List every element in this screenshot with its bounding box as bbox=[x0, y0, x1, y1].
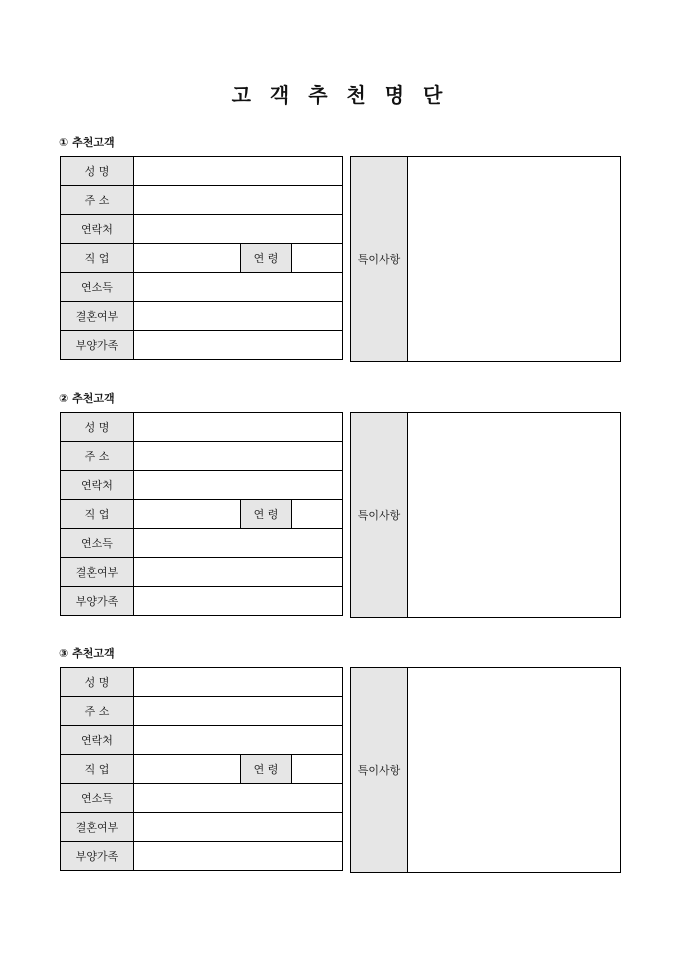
address-label: 주 소 bbox=[61, 697, 134, 726]
name-label: 성 명 bbox=[61, 157, 134, 186]
job-field[interactable] bbox=[134, 500, 241, 529]
contact-label: 연락처 bbox=[61, 215, 134, 244]
notes-label: 특이사항 bbox=[351, 668, 408, 872]
contact-label: 연락처 bbox=[61, 471, 134, 500]
page-title: 고 객 추 천 명 단 bbox=[231, 83, 449, 107]
income-field[interactable] bbox=[134, 273, 343, 302]
married-label: 결혼여부 bbox=[61, 813, 134, 842]
job-label: 직 업 bbox=[61, 500, 134, 529]
contact-field[interactable] bbox=[134, 471, 343, 500]
age-label: 연 령 bbox=[241, 244, 292, 273]
recommended-customer-section-1 bbox=[59, 134, 619, 374]
married-field[interactable] bbox=[134, 813, 343, 842]
customer-info-table bbox=[60, 156, 343, 360]
name-field[interactable] bbox=[134, 157, 343, 186]
dependents-label: 부양가족 bbox=[61, 587, 134, 616]
contact-field[interactable] bbox=[134, 215, 343, 244]
job-label: 직 업 bbox=[61, 755, 134, 784]
age-label: 연 령 bbox=[241, 500, 292, 529]
notes-label: 특이사항 bbox=[351, 157, 408, 361]
section-label: ① 추천고객 bbox=[59, 136, 115, 149]
dependents-label: 부양가족 bbox=[61, 331, 134, 360]
notes-box[interactable] bbox=[350, 667, 621, 873]
name-label: 성 명 bbox=[61, 668, 134, 697]
address-label: 주 소 bbox=[61, 442, 134, 471]
address-label: 주 소 bbox=[61, 186, 134, 215]
job-label: 직 업 bbox=[61, 244, 134, 273]
income-field[interactable] bbox=[134, 784, 343, 813]
age-field[interactable] bbox=[292, 755, 343, 784]
married-field[interactable] bbox=[134, 558, 343, 587]
notes-box[interactable] bbox=[350, 412, 621, 618]
customer-info-table bbox=[60, 667, 343, 871]
section-label: ② 추천고객 bbox=[59, 392, 115, 405]
notes-label: 특이사항 bbox=[351, 413, 408, 617]
address-field[interactable] bbox=[134, 186, 343, 215]
address-field[interactable] bbox=[134, 697, 343, 726]
job-field[interactable] bbox=[134, 244, 241, 273]
income-field[interactable] bbox=[134, 529, 343, 558]
name-label: 성 명 bbox=[61, 413, 134, 442]
section-label: ③ 추천고객 bbox=[59, 647, 115, 660]
job-field[interactable] bbox=[134, 755, 241, 784]
married-label: 결혼여부 bbox=[61, 302, 134, 331]
dependents-field[interactable] bbox=[134, 331, 343, 360]
customer-info-table bbox=[60, 412, 343, 616]
married-label: 결혼여부 bbox=[61, 558, 134, 587]
name-field[interactable] bbox=[134, 413, 343, 442]
recommended-customer-section-2 bbox=[59, 390, 619, 630]
recommended-customer-section-3 bbox=[59, 645, 619, 885]
notes-box[interactable] bbox=[350, 156, 621, 362]
address-field[interactable] bbox=[134, 442, 343, 471]
contact-field[interactable] bbox=[134, 726, 343, 755]
age-field[interactable] bbox=[292, 244, 343, 273]
name-field[interactable] bbox=[134, 668, 343, 697]
income-label: 연소득 bbox=[61, 273, 134, 302]
contact-label: 연락처 bbox=[61, 726, 134, 755]
income-label: 연소득 bbox=[61, 529, 134, 558]
dependents-label: 부양가족 bbox=[61, 842, 134, 871]
age-label: 연 령 bbox=[241, 755, 292, 784]
income-label: 연소득 bbox=[61, 784, 134, 813]
dependents-field[interactable] bbox=[134, 587, 343, 616]
married-field[interactable] bbox=[134, 302, 343, 331]
age-field[interactable] bbox=[292, 500, 343, 529]
dependents-field[interactable] bbox=[134, 842, 343, 871]
